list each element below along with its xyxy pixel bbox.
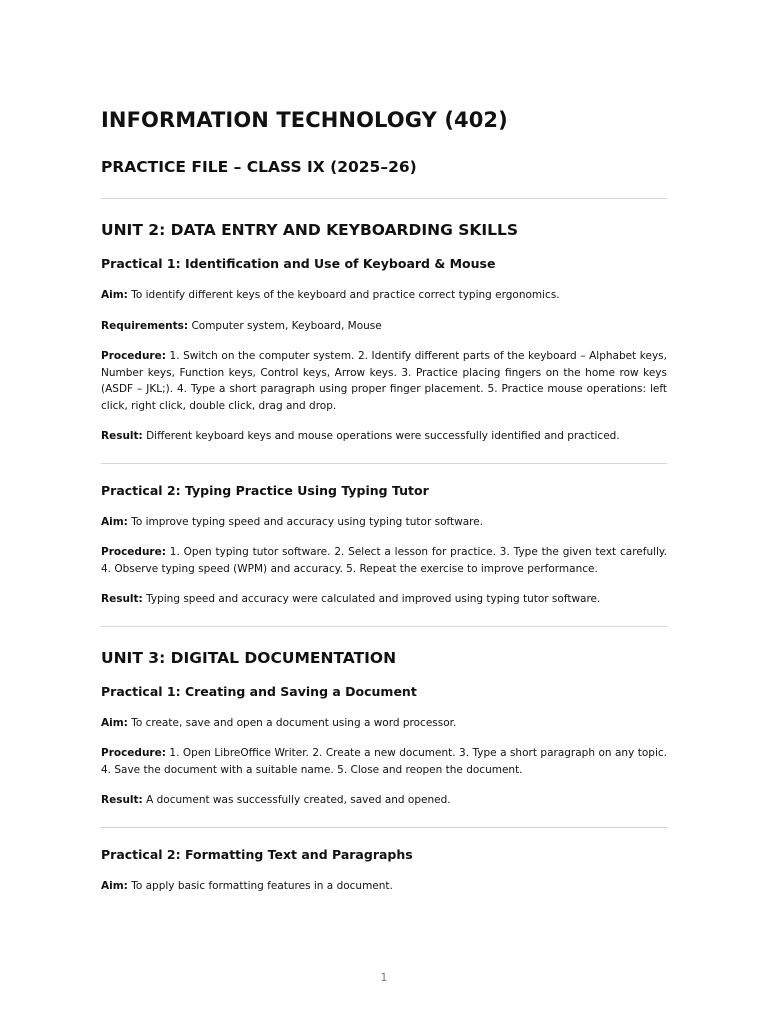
aim-label: Aim: (101, 879, 128, 892)
result-label: Result: (101, 794, 143, 806)
practical-heading: Practical 1: Creating and Saving a Document (101, 683, 417, 699)
divider (101, 626, 667, 627)
procedure-text: 1. Open typing tutor software. 2. Select a lesson for practice. 3. Type the given text carefully. 4. Observe typing speed (WPM) and accuracy. 5. Repeat the exercise to improve performance. (101, 546, 667, 575)
procedure-paragraph (101, 745, 667, 778)
aim-text: To identify different keys of the keyboard and practice correct typing ergonomics. (131, 289, 560, 301)
aim-text: To apply basic formatting features in a document. (131, 879, 393, 892)
document-subtitle: PRACTICE FILE – CLASS IX (2025–26) (101, 158, 417, 176)
aim-paragraph (101, 878, 667, 895)
practical-heading: Practical 1: Identification and Use of Keyboard & Mouse (101, 256, 496, 271)
procedure-paragraph (101, 544, 667, 577)
procedure-text: 1. Switch on the computer system. 2. Identify different parts of the keyboard – Alphabet keys, Number keys, Function keys, Control keys, Arrow keys. 3. Practice placing fingers on the home row keys (ASDF – JKL;). 4. Type a short paragraph using proper finger placement. 5. Practice mouse operations: left click, right click, double click, drag and drop. (101, 350, 667, 412)
aim-paragraph (101, 287, 667, 304)
unit-heading: UNIT 3: DIGITAL DOCUMENTATION (101, 648, 397, 667)
procedure-paragraph (101, 348, 667, 414)
unit-heading: UNIT 2: DATA ENTRY AND KEYBOARDING SKILLS (101, 221, 519, 239)
aim-label: Aim: (101, 515, 128, 528)
result-text: Typing speed and accuracy were calculated and improved using typing tutor software. (146, 593, 601, 605)
aim-text: To create, save and open a document using a word processor. (131, 716, 457, 729)
page-number: 1 (380, 972, 388, 984)
aim-paragraph (101, 715, 667, 732)
result-text: A document was successfully created, saved and opened. (146, 794, 451, 806)
divider (101, 198, 667, 199)
document-page (101, 100, 667, 894)
practical-heading: Practical 2: Typing Practice Using Typing Tutor (101, 482, 429, 498)
result-label: Result: (101, 430, 143, 442)
procedure-text: 1. Open LibreOffice Writer. 2. Create a new document. 3. Type a short paragraph on any topic. 4. Save the document with a suitable name. 5. Close and reopen the document. (101, 747, 667, 776)
requirements-text: Computer system, Keyboard, Mouse (191, 319, 382, 332)
document-title: INFORMATION TECHNOLOGY (402) (101, 108, 508, 132)
result-paragraph (101, 591, 667, 608)
aim-label: Aim: (101, 289, 128, 301)
aim-text: To improve typing speed and accuracy using typing tutor software. (131, 515, 484, 528)
procedure-label: Procedure: (101, 546, 166, 558)
requirements-paragraph (101, 318, 667, 335)
requirements-label: Requirements: (101, 319, 189, 332)
procedure-label: Procedure: (101, 747, 166, 759)
divider (101, 827, 667, 828)
procedure-label: Procedure: (101, 350, 166, 362)
practical-heading: Practical 2: Formatting Text and Paragraphs (101, 846, 413, 862)
result-text: Different keyboard keys and mouse operations were successfully identified and practiced. (146, 430, 620, 442)
result-paragraph (101, 792, 667, 809)
result-label: Result: (101, 593, 143, 605)
aim-label: Aim: (101, 716, 128, 729)
result-paragraph (101, 428, 667, 445)
divider (101, 463, 667, 464)
aim-paragraph (101, 514, 667, 531)
